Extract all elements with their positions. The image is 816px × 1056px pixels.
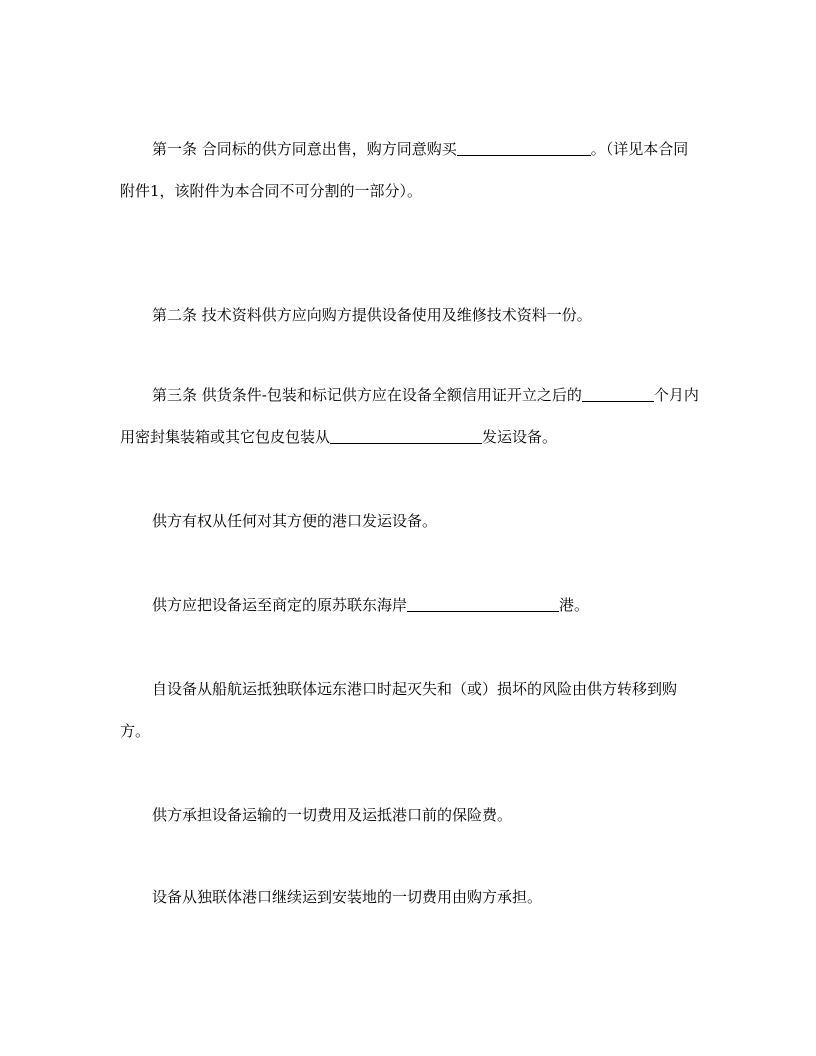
article-2-text: 第二条 技术资料供方应向购方提供设备使用及维修技术资料一份。 — [152, 306, 592, 324]
shipping-ports-paragraph — [120, 500, 700, 542]
seller-costs-text: 供方承担设备运输的一切费用及运抵港口前的保险费。 — [152, 806, 513, 824]
article-2-paragraph — [120, 294, 700, 336]
article-3-paragraph — [120, 374, 700, 458]
origin-blank-field[interactable] — [330, 425, 482, 444]
shipping-ports-text: 供方有权从任何对其方便的港口发运设备。 — [152, 512, 438, 530]
destination-paragraph — [120, 584, 700, 626]
risk-transfer-text: 自设备从船航运抵独联体远东港口时起灭失和（或）损坏的风险由供方转移到购方。 — [120, 680, 678, 740]
article-1-text-start: 第一条 合同标的供方同意出售，购方同意购买 — [152, 140, 457, 158]
article-1-text-end: 。（详见本合同附件1，该附件为本合同不可分割的一部分）。 — [120, 140, 689, 200]
port-blank-field[interactable] — [407, 593, 559, 612]
buyer-costs-text: 设备从独联体港口继续运到安装地的一切费用由购方承担。 — [152, 888, 543, 906]
article-3-text-start: 第三条 供货条件-包装和标记供方应在设备全额信用证开立之后的 — [152, 386, 582, 404]
months-blank-field[interactable] — [582, 383, 654, 402]
risk-transfer-paragraph — [120, 668, 700, 752]
article-1-paragraph — [120, 128, 700, 212]
destination-text-start: 供方应把设备运至商定的原苏联东海岸 — [152, 596, 408, 614]
article-3-text-middle: 个月内用密封集装箱或其它包皮包装从 — [120, 386, 699, 446]
destination-text-end: 港。 — [559, 596, 590, 614]
buyer-costs-paragraph — [120, 876, 700, 918]
goods-blank-field[interactable] — [457, 137, 591, 156]
seller-costs-paragraph — [120, 794, 700, 836]
article-3-text-end: 发运设备。 — [482, 428, 558, 446]
